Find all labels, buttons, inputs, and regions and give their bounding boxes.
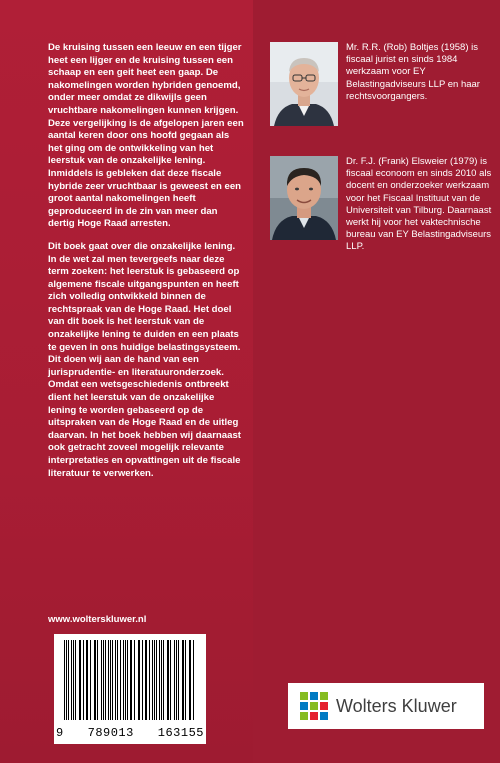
blurb-text [48,42,244,490]
barcode-bar [90,640,91,720]
barcode-bar [117,640,118,720]
barcode-bar [190,640,191,720]
barcode-bar [64,640,65,720]
author-2-bio: Dr. F.J. (Frank) Elsweier (1979) is fiscaal econoom en sinds 2010 als docent en onderzoeker werkzaam voor het Fiscaal Instituut van de Universiteit van Tilburg. Daarnaast werkt hij voor het vaktechnische bureau van EY Belastingadviseurs LLP. [346,156,492,253]
barcode-bar [139,640,140,720]
barcode-bar [79,640,80,720]
wolters-kluwer-logo-icon [300,692,328,720]
barcode-bar [75,640,76,720]
isbn-barcode [54,634,206,744]
publisher-logo [288,683,484,729]
barcode-bar [159,640,160,720]
publisher-website[interactable]: www.wolterskluwer.nl [48,614,147,625]
barcode-bar [163,640,164,720]
barcode-bar [146,640,147,720]
barcode-bar [97,640,98,720]
blurb-paragraph-2: Dit boek gaat over die onzakelijke lening. In de wet zal men tevergeefs naar deze term zoeken: het leerstuk is gebaseerd op algemene fiscale uitgangspunten en heeft zich volledig ontwikkeld binnen de rechtspraak van de Hoge Raad. Het doel van dit boek is het leerstuk van de onzakelijke lening te duiden en een plaats te geven in ons huidige belastingsysteem. Dit doen wij aan de hand van een jurisprudentie- en literatuuronderzoek. Omdat een wetsgeschiedenis ontbreekt dient het leerstuk van de onzakelijke lening te worden gebaseerd op de uitspraken van de Hoge Raad en de uitleg daarvan. In het boek hebben wij daarnaast ook getracht zoveel mogelijk relevante interpretaties en opvattingen uit de fiscale literatuur te verwerken. [48,240,241,479]
barcode-digit-group-3: 163155 [157,726,204,740]
barcode-bar [87,640,88,720]
barcode-bar [108,640,109,720]
barcode-bars [64,640,196,720]
author-2-photo [270,156,338,240]
barcode-bar [170,640,171,720]
blurb-paragraph-1: De kruising tussen een leeuw en een tijger heet een lijger en de kruising tussen een schaap en een geit heet een gaap. De nakomelingen worden hybriden genoemd, onder meer omdat ze dikwijls geen vruchtbare nakomelingen kunnen krijgen. Deze vergelijking is de afgelopen jaren een aantal keren door ons hoofd gegaan als het ging om de ontwikkeling van het leerstuk van de onzakelijke lening. Inmiddels is gebleken dat deze fiscale hybride zeer vruchtbaar is geweest en een groot aantal nakomelingen heeft geproduceerd in de zin van meer dan dertig Hoge Raad arresten. [48,42,244,230]
barcode-bar [123,640,124,720]
barcode-bar [134,640,135,720]
barcode-bar [174,640,175,720]
barcode-bar [152,640,153,720]
barcode-digit-group-1: 9 [56,726,64,740]
barcode-bar [176,640,177,720]
author-2 [270,156,492,253]
author-1-photo [270,42,338,126]
barcode-bar [185,640,186,720]
barcode-number [56,726,204,740]
barcode-bar [101,640,102,720]
barcode-bar [115,640,116,720]
publisher-name: Wolters Kluwer [336,695,457,716]
barcode-digit-group-2: 789013 [87,726,134,740]
author-1 [270,42,490,132]
barcode-bar [131,640,132,720]
barcode-bar [71,640,72,720]
author-1-bio: Mr. R.R. (Rob) Boltjes (1958) is fiscaal jurist en sinds 1984 werkzaam voor EY Belastingadviseurs LLP en haar rechtsvoorgangers. [346,42,480,102]
